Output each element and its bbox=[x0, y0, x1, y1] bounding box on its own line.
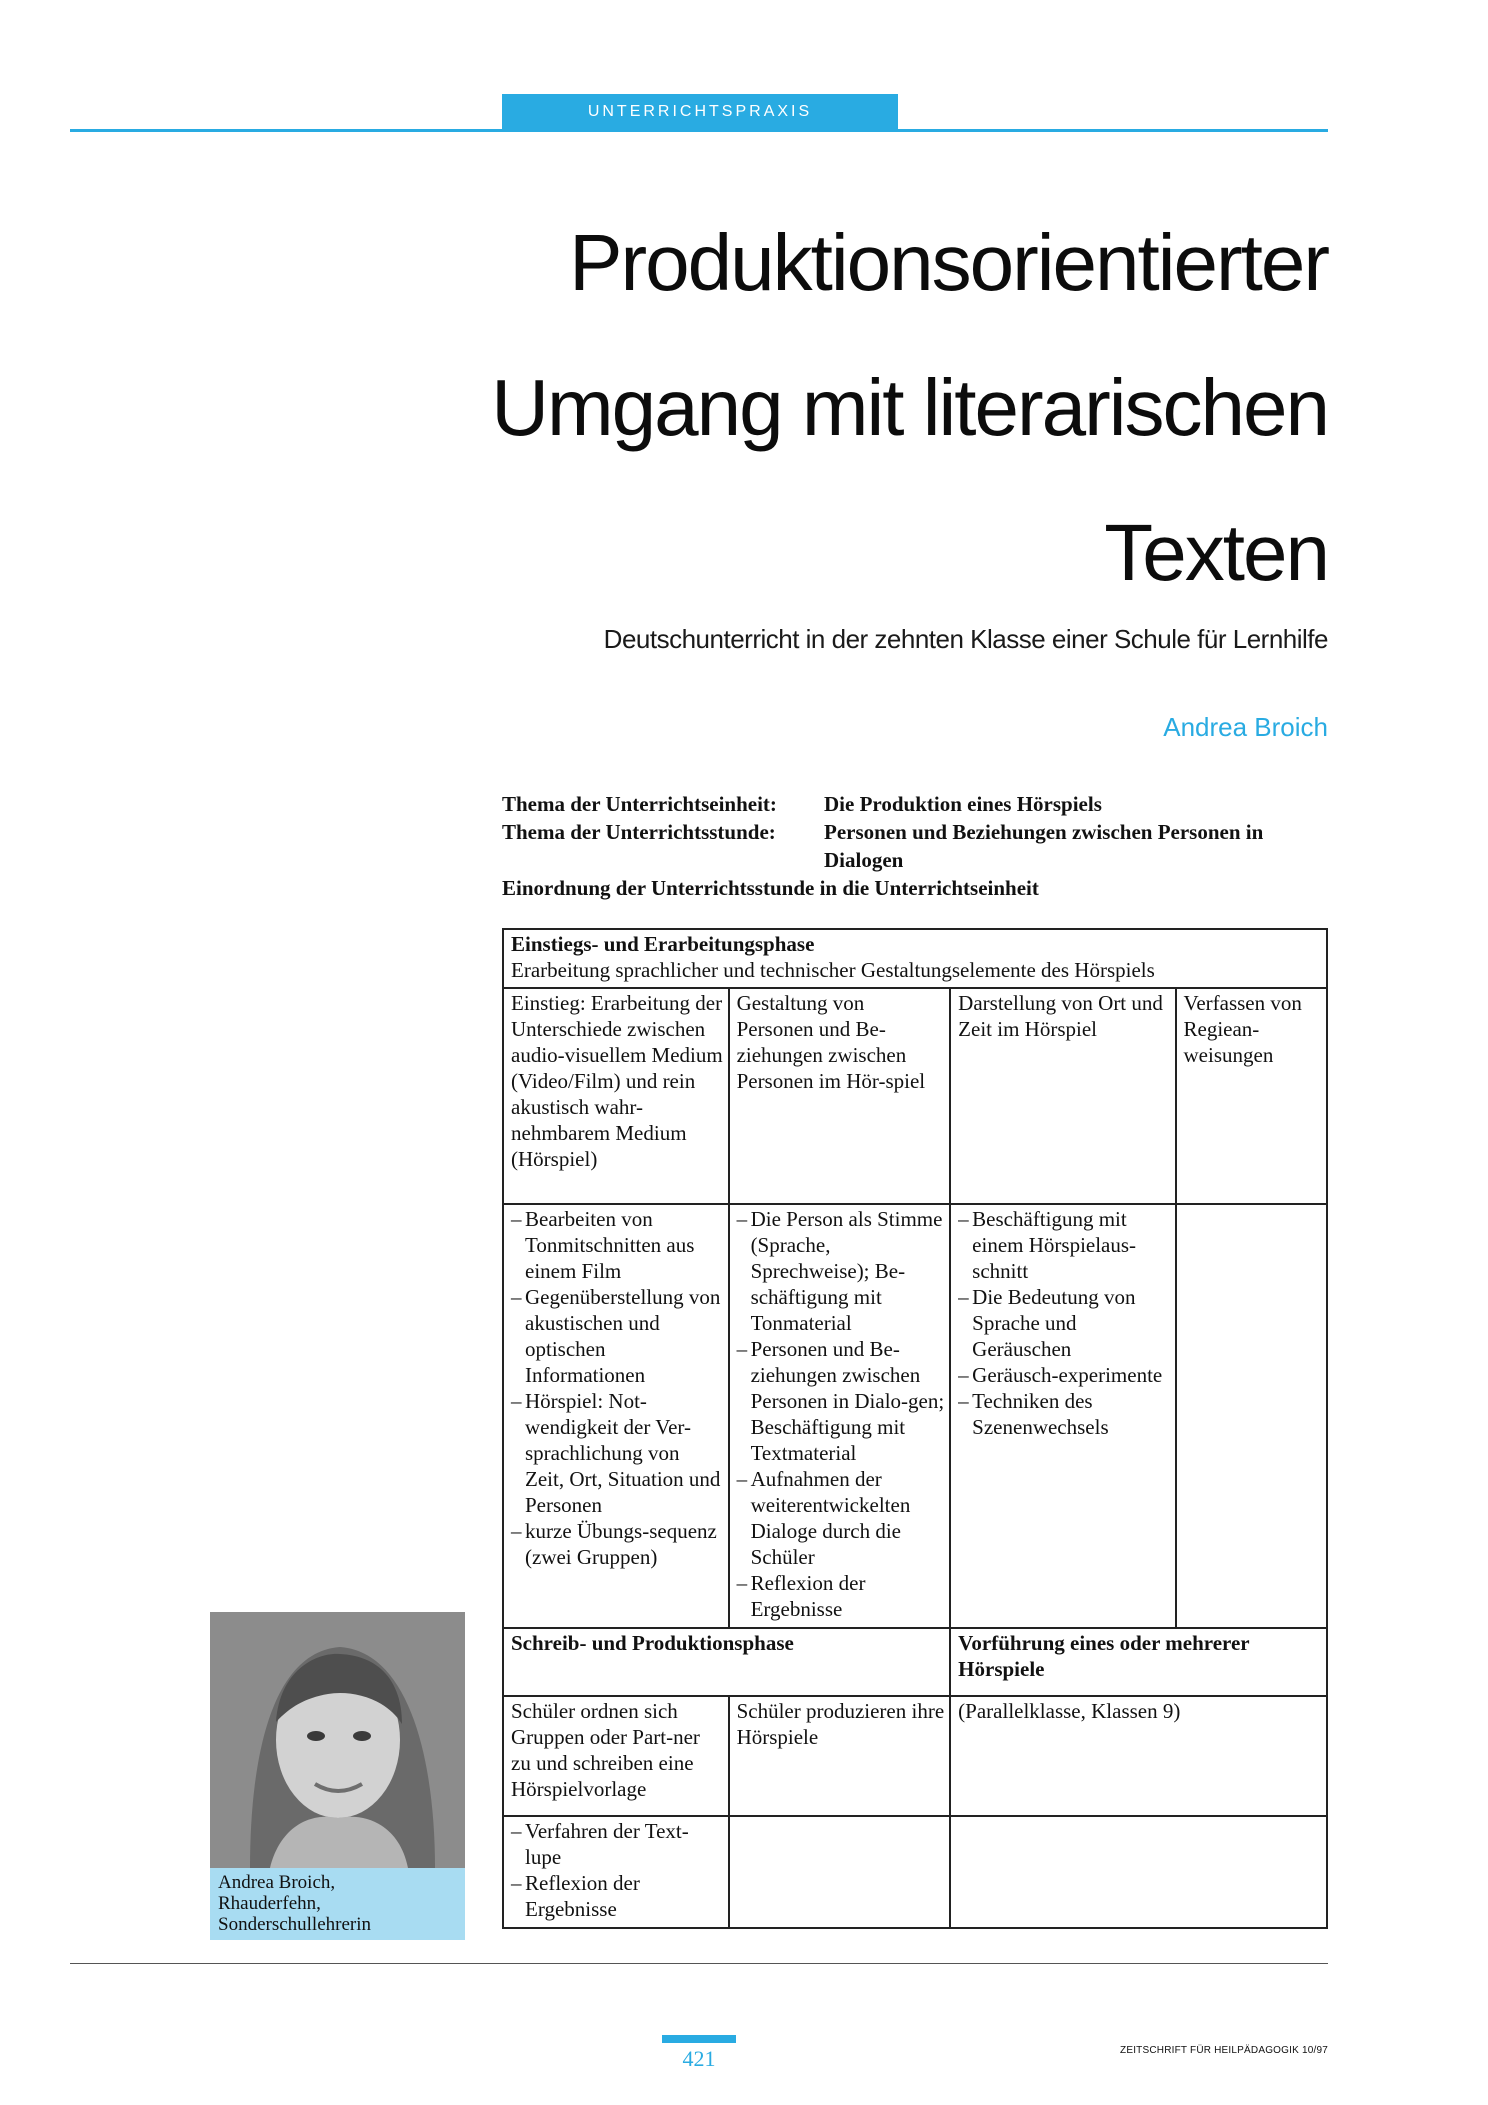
title-line: Produktionsorientierter bbox=[569, 218, 1328, 307]
topic-cell: Darstellung von Ort und Zeit im Hörspiel bbox=[950, 988, 1175, 1204]
phase2-title: Schreib- und Produktionsphase bbox=[503, 1628, 950, 1696]
activity-cell bbox=[950, 1204, 1175, 1628]
lesson-topic-value: Personen und Beziehungen zwischen Personen in Dialogen bbox=[824, 820, 1264, 872]
phase1-title: Einstiegs- und Erarbeitungsphase bbox=[511, 932, 815, 956]
phase3-cell: (Parallelklasse, Klassen 9) bbox=[950, 1696, 1327, 1816]
list-item: – Hörspiel: Not-wendigkeit der Ver-sprachlichung von Zeit, Ort, Situation und Personen bbox=[511, 1388, 724, 1518]
list-item: – Die Bedeutung von Sprache und Geräuschen bbox=[958, 1284, 1170, 1362]
top-rule bbox=[70, 129, 1328, 132]
lesson-topic-row bbox=[502, 818, 1328, 874]
page-number-tab bbox=[662, 2035, 736, 2043]
list-item: – Beschäftigung mit einem Hörspielaus-schnitt bbox=[958, 1206, 1170, 1284]
caption-line: Rhauderfehn, bbox=[218, 1893, 321, 1914]
caption-line: Sonderschullehrerin bbox=[218, 1914, 372, 1935]
list-item: – Die Person als Stimme (Sprache, Sprechweise); Be-schäftigung mit Tonmaterial bbox=[737, 1206, 946, 1336]
list-item: – Aufnahmen der weiterentwickelten Dialoge durch die Schüler bbox=[737, 1466, 946, 1570]
empty-cell bbox=[1176, 1204, 1328, 1628]
list-item: – Geräusch-experimente bbox=[958, 1362, 1170, 1388]
title-line: Umgang mit literarischen bbox=[491, 363, 1328, 452]
activity-cell bbox=[503, 1204, 729, 1628]
journal-name: ZEITSCHRIFT FÜR HEILPÄDAGOGIK 10/97 bbox=[1120, 2045, 1328, 2056]
caption-line: Andrea Broich, bbox=[218, 1872, 336, 1893]
article-author: Andrea Broich bbox=[1163, 712, 1328, 742]
list-item: – Gegenüberstellung von akustischen und optischen Informationen bbox=[511, 1284, 724, 1388]
list-item: – Techniken des Szenenwechsels bbox=[958, 1388, 1170, 1440]
lesson-meta bbox=[502, 790, 1328, 902]
unit-topic-label: Thema der Unterrichtseinheit: bbox=[502, 792, 777, 816]
unit-topic-value: Die Produktion eines Hörspiels bbox=[824, 792, 1102, 816]
phase1-header-cell bbox=[503, 929, 1327, 988]
portrait-illustration bbox=[210, 1612, 465, 1868]
phase2-list-row bbox=[503, 1816, 1327, 1928]
article-subtitle: Deutschunterricht in der zehnten Klasse einer Schule für Lernhilfe bbox=[603, 624, 1328, 654]
phase-content-row bbox=[503, 1696, 1327, 1816]
section-tab: UNTERRICHTSPRAXIS bbox=[502, 94, 898, 130]
classification-heading: Einordnung der Unterrichtsstunde in die Unterrichtseinheit bbox=[502, 876, 1039, 900]
phase2-list bbox=[511, 1818, 724, 1922]
phase3-title: Vorführung eines oder mehrerer Hörspiele bbox=[950, 1628, 1327, 1696]
topic-cell: Verfassen von Regiean-weisungen bbox=[1176, 988, 1328, 1204]
activity-list bbox=[737, 1206, 946, 1622]
lesson-topic-label: Thema der Unterrichtsstunde: bbox=[502, 820, 776, 844]
list-item: – Verfahren der Text-lupe bbox=[511, 1818, 724, 1870]
topic-cell: Gestaltung von Personen und Be-ziehungen zwischen Personen im Hör-spiel bbox=[729, 988, 951, 1204]
page-number: 421 bbox=[682, 2046, 716, 2071]
empty-cell bbox=[729, 1816, 951, 1928]
title-line: Texten bbox=[1104, 508, 1328, 597]
list-item: – Personen und Be-ziehungen zwischen Personen in Dialo-gen; Beschäftigung mit Textmaterial bbox=[737, 1336, 946, 1466]
list-item: – Reflexion der Ergebnisse bbox=[511, 1870, 724, 1922]
author-photo bbox=[210, 1612, 465, 1868]
phase2-cell: Schüler ordnen sich Gruppen oder Part-ner zu und schreiben eine Hörspielvorlage bbox=[503, 1696, 729, 1816]
phase1-subtitle: Erarbeitung sprachlicher und technischer Gestaltungselemente des Hörspiels bbox=[511, 958, 1155, 982]
phase-headers-row bbox=[503, 1628, 1327, 1696]
phase2-cell: Schüler produzieren ihre Hörspiele bbox=[729, 1696, 951, 1816]
activity-list bbox=[958, 1206, 1170, 1440]
empty-cell bbox=[950, 1816, 1327, 1928]
article-title bbox=[400, 190, 1328, 625]
topic-cell: Einstieg: Erarbeitung der Unterschiede zwischen audio-visuellem Medium (Video/Film) und rein akustisch wahr-nehmbarem Medium (Hörspiel) bbox=[503, 988, 729, 1204]
activities-row bbox=[503, 1204, 1327, 1628]
bottom-rule bbox=[70, 1963, 1328, 1964]
phase2-list-cell bbox=[503, 1816, 729, 1928]
list-item: – Reflexion der Ergebnisse bbox=[737, 1570, 946, 1622]
lesson-structure-table bbox=[502, 928, 1328, 1929]
activity-cell bbox=[729, 1204, 951, 1628]
phase1-header-row bbox=[503, 929, 1327, 988]
activity-list bbox=[511, 1206, 724, 1570]
topics-row bbox=[503, 988, 1327, 1204]
list-item: – Bearbeiten von Tonmitschnitten aus einem Film bbox=[511, 1206, 724, 1284]
unit-topic-row bbox=[502, 790, 1328, 818]
photo-caption bbox=[210, 1868, 465, 1940]
list-item: – kurze Übungs-sequenz (zwei Gruppen) bbox=[511, 1518, 724, 1570]
